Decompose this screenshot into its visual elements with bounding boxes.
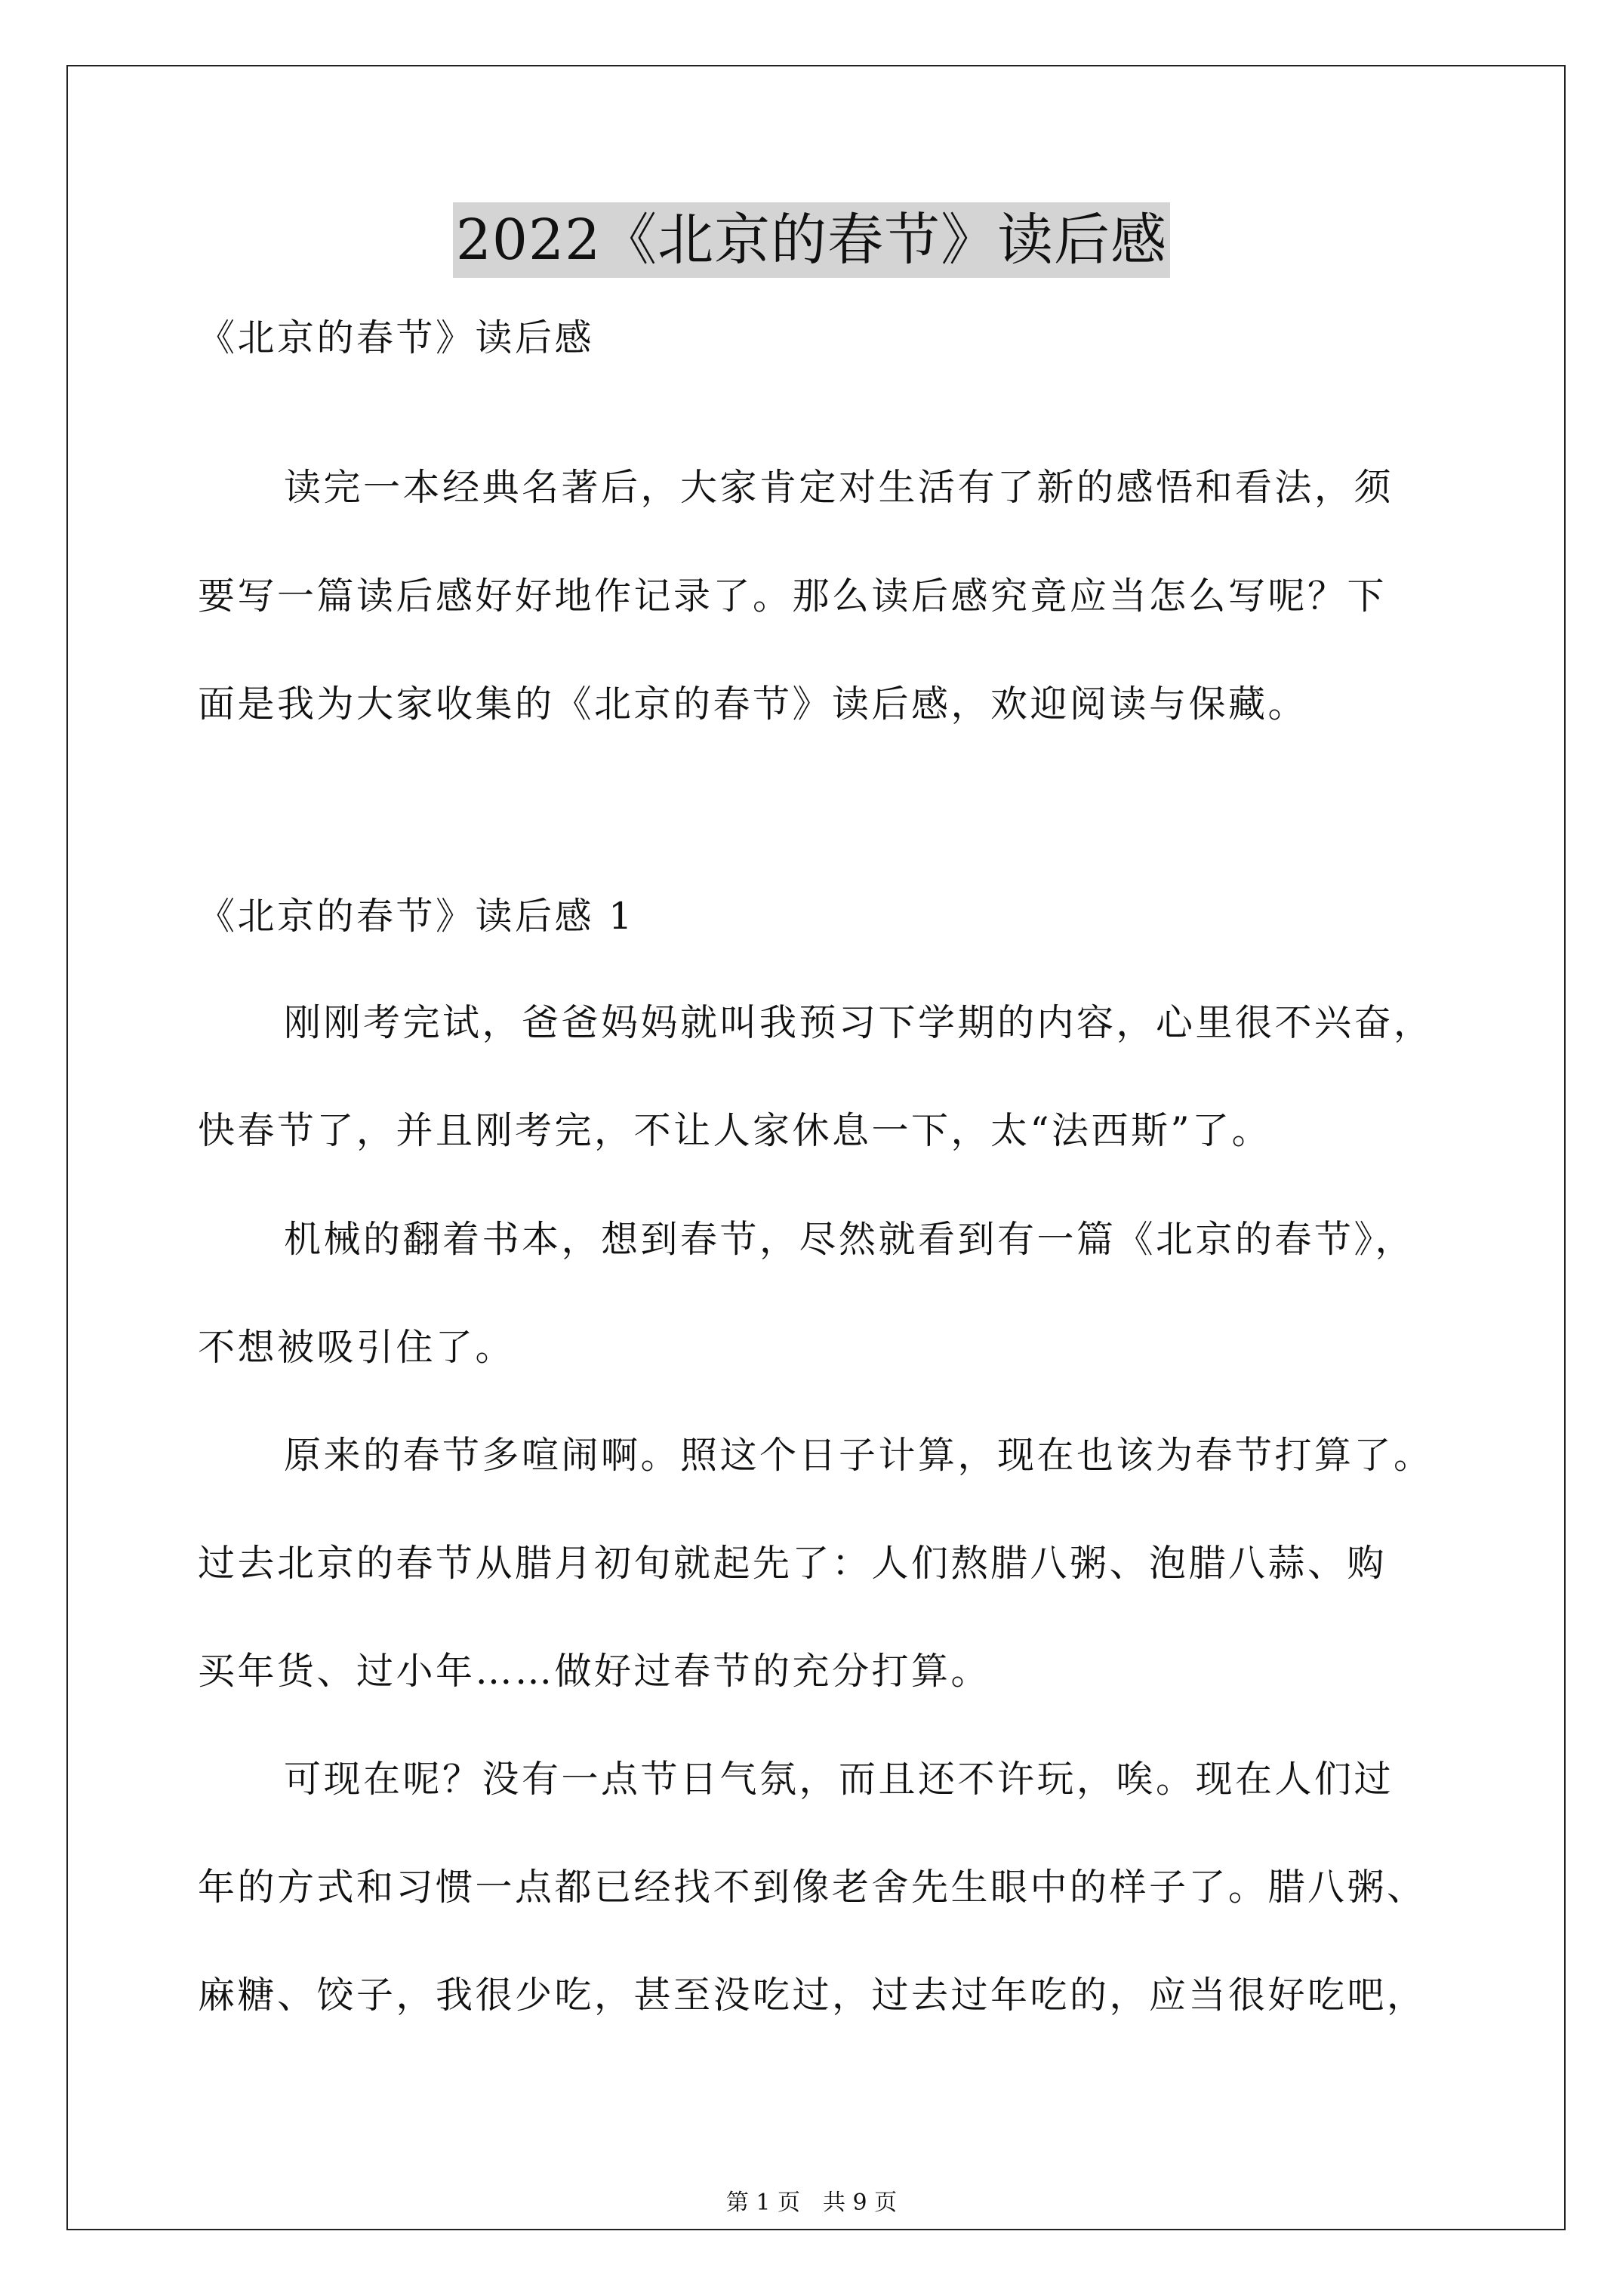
document-title: 2022《北京的春节》读后感 [453,202,1170,278]
body-line-5: 原来的春节多喧闹啊。照这个日子计算，现在也该为春节打算了。 [284,1434,1434,1477]
section-heading-1: 《北京的春节》读后感 1 [198,895,635,938]
body-line-6: 过去北京的春节从腊月初旬就起先了：人们熬腊八粥、泡腊八蒜、购 [198,1542,1387,1585]
page-footer: 第 1 页 共 9 页 [725,2190,898,2216]
intro-line-1: 读完一本经典名著后，大家肯定对生活有了新的感悟和看法，须 [284,466,1394,509]
intro-heading: 《北京的春节》读后感 [198,316,595,359]
title-container [0,202,1623,278]
body-line-3: 机械的翻着书本，想到春节，尽然就看到有一篇《北京的春节》， [284,1218,1415,1261]
body-line-2: 快春节了，并且刚考完，不让人家休息一下，太“法西斯”了。 [198,1109,1272,1152]
body-line-4: 不想被吸引住了。 [198,1326,516,1369]
body-line-1: 刚刚考完试，爸爸妈妈就叫我预习下学期的内容，心里很不兴奋， [284,1001,1434,1044]
body-line-8: 可现在呢？没有一点节日气氛，而且还不许玩，唉。现在人们过 [284,1758,1394,1801]
intro-line-3: 面是我为大家收集的《北京的春节》读后感，欢迎阅读与保藏。 [198,683,1308,726]
body-line-7: 买年货、过小年……做好过春节的充分打算。 [198,1650,991,1693]
intro-line-2: 要写一篇读后感好好地作记录了。那么读后感究竟应当怎么写呢？下 [198,575,1387,618]
body-line-9: 年的方式和习惯一点都已经找不到像老舍先生眼中的样子了。腊八粥、 [198,1866,1427,1909]
body-line-10: 麻糖、饺子，我很少吃，甚至没吃过，过去过年吃的，应当很好吃吧， [198,1974,1427,2017]
